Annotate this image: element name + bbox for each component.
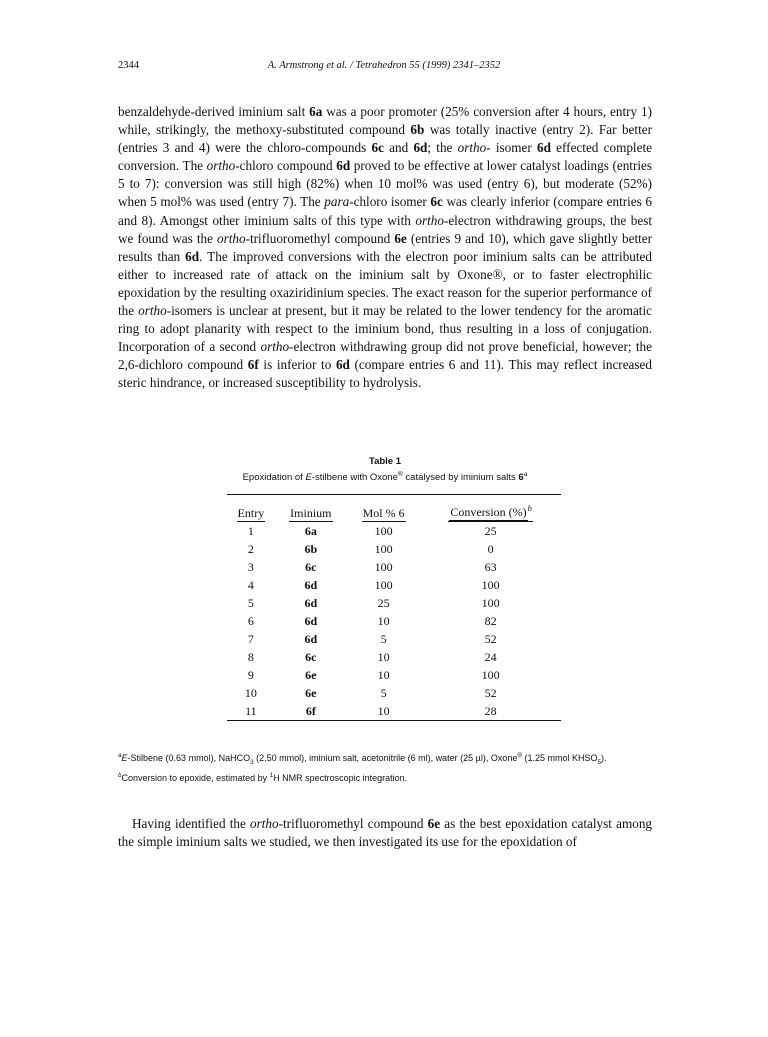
table-row <box>227 702 561 721</box>
cell-mol: 25 <box>377 596 390 610</box>
cell-mol: 100 <box>374 560 393 574</box>
cell-conversion: 25 <box>484 524 497 538</box>
cell-iminium: 6f <box>275 702 347 721</box>
cell-mol: 10 <box>377 650 390 664</box>
table-row <box>227 684 561 702</box>
table-row <box>227 540 561 558</box>
cell-mol: 10 <box>377 614 390 628</box>
table-row <box>227 666 561 684</box>
column-header-entry: Entry <box>237 505 265 520</box>
cell-iminium: 6b <box>304 542 318 556</box>
cell-iminium: 6e <box>305 668 317 682</box>
cell-entry: 10 <box>244 686 257 700</box>
cell-conversion: 24 <box>484 650 497 664</box>
table-row <box>227 576 561 594</box>
cell-iminium: 6c <box>305 560 317 574</box>
cell-iminium: 6d <box>304 614 318 628</box>
column-header-mol: Mol % 6 <box>362 505 405 520</box>
cell-entry: 1 <box>247 524 254 538</box>
cell-entry: 5 <box>247 596 254 610</box>
cell-conversion: 52 <box>484 632 497 646</box>
results-table <box>227 494 561 721</box>
table-body <box>227 522 561 721</box>
cell-conversion: 28 <box>420 702 561 721</box>
table-label: Table 1 <box>368 456 402 467</box>
cell-mol: 100 <box>374 524 393 538</box>
running-title: A. Armstrong et al. / Tetrahedron 55 (1999) 2341–2352 <box>267 60 501 71</box>
table-row <box>227 558 561 576</box>
cell-entry: 4 <box>247 578 254 592</box>
cell-mol: 10 <box>347 702 420 721</box>
column-header-conversion: Conversion (%)$^b$ <box>420 503 561 522</box>
cell-mol: 5 <box>380 632 387 646</box>
cell-mol: 100 <box>374 542 393 556</box>
table-row <box>227 522 561 540</box>
cell-conversion: 63 <box>484 560 497 574</box>
cell-mol: 10 <box>377 668 390 682</box>
cell-entry: 3 <box>247 560 254 574</box>
table-row <box>227 612 561 630</box>
cell-iminium: 6c <box>305 650 317 664</box>
cell-entry: 6 <box>247 614 254 628</box>
table-row <box>227 630 561 648</box>
cell-mol: 5 <box>380 686 387 700</box>
cell-conversion: 100 <box>481 668 500 682</box>
cell-entry: 2 <box>247 542 254 556</box>
page-header <box>118 60 650 76</box>
cell-iminium: 6a <box>304 524 317 538</box>
cell-conversion: 100 <box>481 578 500 592</box>
cell-conversion: 100 <box>481 596 500 610</box>
cell-conversion: 52 <box>484 686 497 700</box>
table-row <box>227 648 561 666</box>
cell-conversion: 82 <box>484 614 497 628</box>
cell-iminium: 6d <box>304 596 318 610</box>
cell-conversion: 0 <box>487 542 494 556</box>
cell-entry: 11 <box>227 702 275 721</box>
table-caption: Epoxidation of E-stilbene with Oxone® catalysed by iminium salts 6$^a$ <box>242 470 528 483</box>
table-row <box>227 594 561 612</box>
cell-iminium: 6e <box>305 686 317 700</box>
cell-entry: 9 <box>247 668 254 682</box>
cell-iminium: 6d <box>304 632 318 646</box>
paragraph-1: benzaldehyde-derived iminium salt 6a was a poor promoter (25% conversion after 4 hours, entry 1) while, strikingly, the methoxy-substituted compound 6b was totally inactive (entry 2). Far better (entries 3 and 4) were the chloro-compounds 6c and 6d; the ortho- isomer 6d effected complete conversion. The ortho-chloro compound 6d proved to be effective at lower catalyst loadings (entries 5 to 7): conversion was still high (82%) when 10 mol% was used (entry 6), but moderate (52%) when 5 mol% was used (entry 7). The para-chloro isomer 6c was clearly inferior (compare entries 6 and 8). Amongst other iminium salts of this type with ortho-electron withdrawing groups, the best we found was the ortho-trifluoromethyl compound 6e (entries 9 and 10), which gave slightly better results than 6d. The improved conversions with the electron poor iminium salts can be attributed either to increased rate of attack on the iminium salt by Oxone®, or to faster electrophilic epoxidation by the resulting oxaziridinium species. The exact reason for the superior performance of the ortho-isomers is unclear at present, but it may be related to the lower tendency for the aromatic ring to adopt planarity with respect to the iminium bond, thus resulting in a loss of conjugation. Incorporation of a second ortho-electron withdrawing group did not prove beneficial, however; the 2,6-dichloro compound 6f is inferior to 6d (compare entries 6 and 11). This may reflect increased steric hindrance, or increased susceptibility to hydrolysis. <box>118 104 653 391</box>
cell-entry: 7 <box>247 632 254 646</box>
cell-mol: 100 <box>374 578 393 592</box>
column-header-iminium: Iminium <box>290 505 332 520</box>
cell-entry: 8 <box>247 650 254 664</box>
page-number: 2344 <box>118 60 139 71</box>
cell-iminium: 6d <box>304 578 318 592</box>
table-footnote: $^a$E-Stilbene (0.63 mmol), NaHCO$_3$ (2.50 mmol), iminium salt, acetonitrile (6 ml), water (25 µl), Oxone® (1.25 mmol $KHSO_5$). $^b$Conversion to epoxide, estimated by $^1$H NMR spectroscopic integration. <box>118 752 607 783</box>
paragraph-2: Having identified the ortho-trifluoromethyl compound 6e as the best epoxidation catalyst among the simple iminium salts we studied, we then investigated its use for the epoxidation of <box>118 816 653 850</box>
